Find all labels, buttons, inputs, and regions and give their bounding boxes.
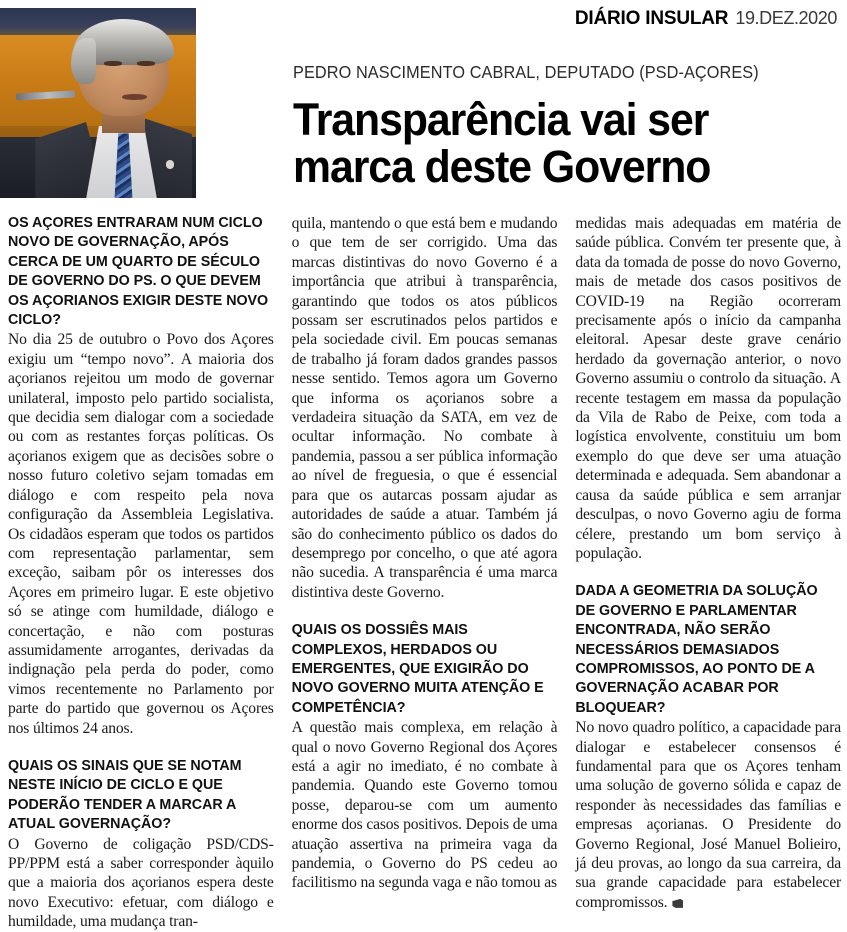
question-2: QUAIS OS SINAIS QUE SE NOTAM NESTE INÍCIO DE CICLO E QUE PODERÃO TENDER A MARCAR A ATUAL GOVERNAÇÃO? (8, 757, 242, 833)
answer-3-part-2: medidas mais adequadas em matéria de saúde pública. Convém ter presente que, à data da tomada de posse do novo Governo, mais de metade dos casos positivos de COVID-19 na Região ocorreram precisamente após o início da campanha eleitoral. Apesar deste grave cenário herdado da governação anterior, o novo Governo assumiu o controlo da situação. A recente testagem em massa da população da Vila de Rabo de Peixe, com toda a logística envolvente, constituiu um bom exemplo do que deve ser uma atuação determinada e adequada. Sem abandonar a causa da saúde pública e sem arranjar desculpas, o novo Governo agiu de forma célere, prestando um bom serviço à população. (575, 215, 842, 562)
publication-title: DIÁRIO INSULAR (574, 8, 729, 29)
publication-date: 19.DEZ.2020 (735, 8, 837, 28)
photo-hair-side (71, 38, 96, 84)
question-3: QUAIS OS DOSSIÊS MAIS COMPLEXOS, HERDADOS OU EMERGENTES, QUE EXIGIRÃO DO NOVO GOVERNO MUITA ATENÇÃO E COMPETÊNCIA? (291, 622, 544, 716)
article-kicker: PEDRO NASCIMENTO CABRAL, DEPUTADO (PSD-AÇORES) (293, 62, 759, 82)
end-of-article-icon (672, 899, 683, 908)
headline-block (293, 62, 843, 190)
answer-4-text: No novo quadro político, a capacidade para dialogar e estabelecer consensos é fundamental para que os Açores tenham uma solução de governo sólida e capaz de responder às necessidades das famílias e empresas açorianas. O Presidente do Governo Regional, José Manuel Bolieiro, já deu provas, ao longo da sua carreira, da sua grande capacidade para estabelecer compromissos. (575, 719, 842, 911)
photo-lapel-pin (166, 160, 175, 169)
answer-4 (575, 718, 841, 912)
column-3 (575, 214, 842, 911)
column-1 (8, 214, 274, 931)
article-photo (0, 8, 196, 198)
question-4: DADA A GEOMETRIA DA SOLUÇÃO DE GOVERNO E PARLAMENTAR ENCONTRADA, NÃO SERÃO NECESSÁRIOS DEMASIADOS COMPROMISSOS, AO PONTO DE A GOVERNAÇÃO ACABAR POR BLOQUEAR? (575, 583, 818, 716)
photo-eye-left (104, 61, 122, 66)
answer-2-part-2: quila, mantendo o que está bem e mudando o que tem de ser corrigido. Uma das marcas distintivas do novo Governo é a importância que atribui à transparência, garantindo que todos os atos públicos possam ser escrutinados pelos partidos e pela sociedade civil. Em poucas semanas de trabalho já foram dados grandes passos nesse sentido. Temos agora um Governo que informa os açorianos sobre a verdadeira situação da SATA, em vez de ocultar informação. No combate à pandemia, passou a ser pública informação ao nível de freguesia, o que é essencial para que os autarcas possam ajudar as autoridades de saúde a atuar. Também já são do conhecimento público os dados do desemprego por concelho, o que até agora não sucedia. A transparência é uma marca distintiva deste Governo. (291, 215, 558, 601)
article-columns (8, 214, 842, 931)
answer-1: No dia 25 de outubro o Povo dos Açores exigiu um “tempo novo”. A maioria dos açorianos rejeitou um modo de governar unilateral, imposto pelo partido socialista, que decidia sem dialogar com a sociedade ou com as restantes forças políticas. Os açorianos exigem que as decisões sobre o nosso futuro coletivo sejam tomadas em diálogo e com respeito pela nova configuração da Assembleia Legislativa. Os cidadãos esperam que todos os partidos com representação parlamentar, sem exceção, saibam pôr os interesses dos Açores em primeiro lugar. E este objetivo só se atinge com humildade, diálogo e concertação, e não com posturas assumidamente arrogantes, derivadas da indignação pela perda do poder, como vimos recentemente no Parlamento por parte do partido que governou os Açores nos últimos 24 anos. (8, 331, 274, 737)
photo-eye-right (137, 61, 155, 66)
photo-canvas (0, 8, 196, 198)
answer-3-part-1: A questão mais complexa, em relação à qual o novo Governo Regional dos Açores está a agir no imediato, é no combate à pandemia. Quando este Governo tomou posse, deparou-se com um aumento enorme dos casos positivos. Depois de uma atuação assertiva na primeira vaga da pandemia, o Governo do PS cedeu ao facilitismo na segunda vaga e não tomou as (291, 719, 558, 892)
answer-2-part-1: O Governo de coligação PSD/CDS-PP/PPM está a saber corresponder àquilo que a maioria dos açorianos espera deste novo Executivo: efetuar, com diálogo e humildade, uma mudança tran- (8, 835, 274, 931)
photo-mouth (122, 94, 147, 100)
headline-line-2: marca deste Governo (293, 141, 711, 192)
headline-line-1: Transparência vai ser (293, 94, 709, 145)
masthead (575, 8, 837, 30)
column-2 (292, 214, 558, 896)
question-1: OS AÇORES ENTRARAM NUM CICLO NOVO DE GOVERNAÇÃO, APÓS CERCA DE UM QUARTO DE SÉCULO DE GOVERNO DO PS. O QUE DEVEM OS AÇORIANOS EXIGIR DESTE NOVO CICLO? (8, 215, 269, 329)
article-headline (293, 96, 816, 190)
